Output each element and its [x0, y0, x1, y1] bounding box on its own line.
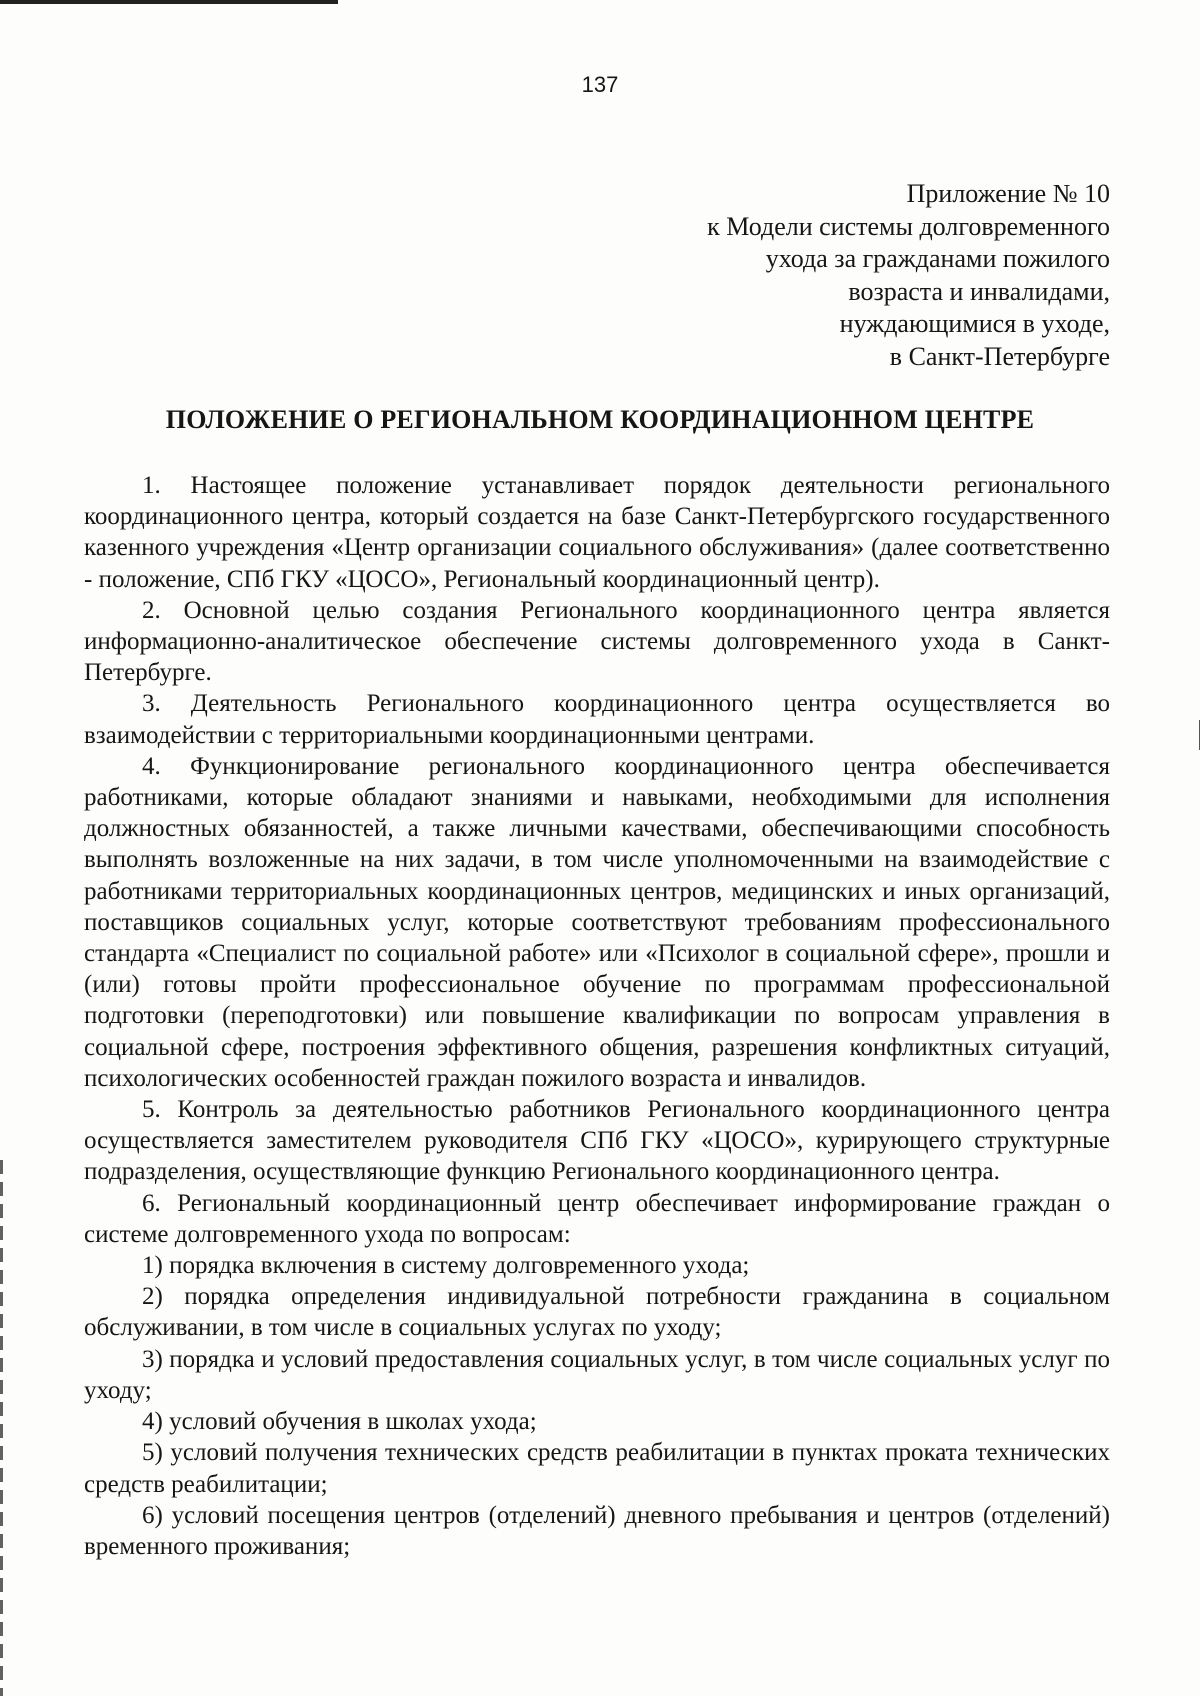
paragraph: 5. Контроль за деятельностью работников Регионального координационного центра осуществляется заместителем руководителя СПб ГКУ «ЦОСО», курирующего структурные подразделения, осуществляющие функцию Регионального координационного центра. — [84, 1096, 1110, 1186]
scan-binding-edge — [0, 1160, 3, 1696]
appendix-line: нуждающимися в уходе, — [839, 309, 1110, 338]
document-title: ПОЛОЖЕНИЕ О РЕГИОНАЛЬНОМ КООРДИНАЦИОННОМ ЦЕНТРЕ — [165, 405, 1035, 434]
paragraph: 4. Функционирование регионального координационного центра обеспечивается работниками, которые обладают знаниями и навыками, необходимыми для исполнения должностных обязанностей, а также личными качествами, обеспечивающими способность выполнять возложенные на них задачи, в том числе уполномоченными на взаимодействие с работниками территориальных координационных центров, медицинских и иных организаций, поставщиков социальных услуг, которые соответствуют требованиям профессионального стандарта «Специалист по социальной работе» или «Психолог в социальной сфере», прошли и (или) готовы пройти профессиональное обучение по программам профессиональной подготовки (переподготовки) или повышение квалификации по вопросам управления в социальной сфере, построения эффективного общения, разрешения конфликтных ситуаций, психологических особенностей граждан пожилого возраста и инвалидов. — [84, 752, 1110, 1092]
scan-edge-line — [0, 0, 338, 4]
appendix-header — [707, 178, 1110, 373]
list-item: 5) условий получения технических средств реабилитации в пунктах проката технических средств реабилитации; — [84, 1439, 1110, 1498]
appendix-line: к Модели системы долговременного — [707, 211, 1110, 241]
list-item: 1) порядка включения в систему долговременного ухода; — [142, 1252, 750, 1280]
list-item: 2) порядка определения индивидуальной потребности гражданина в социальном обслуживании, в том числе в социальных услугах по уходу; — [84, 1283, 1110, 1342]
appendix-line: возраста и инвалидами, — [848, 276, 1110, 306]
appendix-line: в Санкт-Петербурге — [889, 341, 1110, 371]
paragraph: 1. Настоящее положение устанавливает порядок деятельности регионального координационного центра, который создается на базе Санкт-Петербургского государственного казенного учреждения «Центр организации социального обслуживания» (далее соответственно - положение, СПб ГКУ «ЦОСО», Региональный координационный центр). — [84, 472, 1110, 593]
list-item: 6) условий посещения центров (отделений) дневного пребывания и центров (отделений) временного проживания; — [84, 1501, 1110, 1560]
list-item: 4) условий обучения в школах ухода; — [142, 1408, 537, 1436]
page-number: 137 — [581, 72, 619, 97]
appendix-line: ухода за гражданами пожилого — [765, 244, 1110, 273]
list-item: 3) порядка и условий предоставления социальных услуг, в том числе социальных услуг по уходу; — [84, 1345, 1110, 1404]
paragraph: 3. Деятельность Регионального координационного центра осуществляется во взаимодействии с территориальными координационными центрами. — [84, 690, 1110, 749]
paragraph: 6. Региональный координационный центр обеспечивает информирование граждан о системе долговременного ухода по вопросам: — [84, 1189, 1110, 1248]
document-body — [84, 470, 1110, 1562]
paragraph: 2. Основной целью создания Регионального координационного центра является информационно-аналитическое обеспечение системы долговременного ухода в Санкт-Петербурге. — [84, 596, 1110, 687]
appendix-line: Приложение № 10 — [906, 179, 1110, 208]
